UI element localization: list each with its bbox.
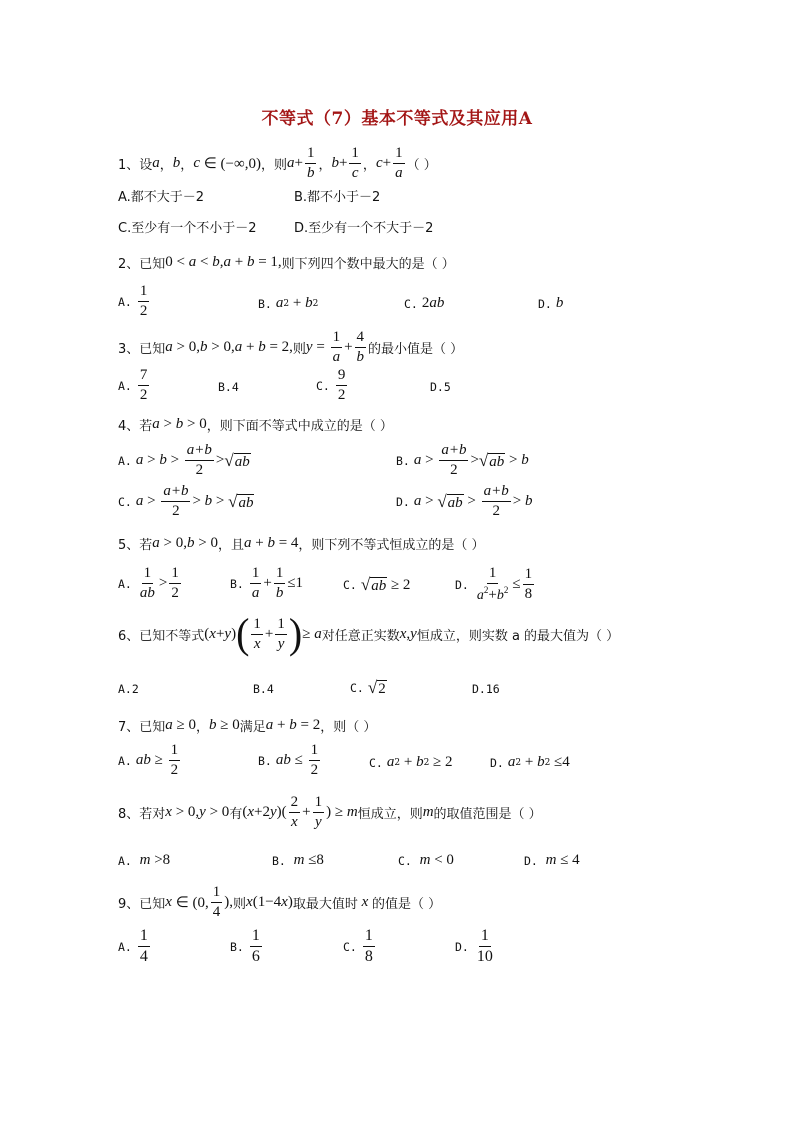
q6-option-c[interactable]: C. √ 2: [350, 678, 386, 697]
q2-option-a[interactable]: A. $\frac{1}{2}$: [118, 283, 148, 319]
q1-option-c[interactable]: C.至少有一个不小于－2: [118, 221, 257, 236]
question-8: 8、若对 x > 0, y > 0 有 ( x +2 y )( $\frac{2}{x}$ + $\frac{1}{y}$ ) ≥ m 恒成立，则 m 的取值范围是（ ）: [118, 794, 542, 830]
q5-option-d[interactable]: D. $\frac{1}{a^2+b^2}$ ≤ $\frac{1}{8}$: [455, 565, 533, 603]
q1-suffix: （ ）: [406, 158, 437, 173]
q6-option-a[interactable]: A.2: [118, 682, 139, 696]
q3-option-b[interactable]: B.4: [218, 380, 239, 394]
q5-option-a[interactable]: A. $\frac{1}{ab}$ > $\frac{1}{2}$: [118, 565, 179, 601]
q7-option-b[interactable]: B. ab ≤ $\frac{1}{2}$: [258, 742, 319, 778]
q1-option-b[interactable]: B.都不小于－2: [294, 190, 381, 205]
q8-option-d[interactable]: D. m ≤ 4: [524, 852, 580, 868]
question-9: 9、已知 x ∈ (0, $\frac{1}{4}$ ), 则 x (1−4 x ) 取最大值时 x 的值是（ ）: [118, 884, 442, 920]
q8-option-c[interactable]: C. m < 0: [398, 852, 454, 868]
question-4: 4、若 a > b > 0 ，则下面不等式中成立的是（ ）: [118, 416, 393, 434]
question-3: 3、已知 a > 0, b > 0, a + b = 2, 则 y = $\frac{1}{a}$ + $\frac{4}{b}$ 的最小值是（ ）: [118, 329, 464, 365]
q9-option-d[interactable]: D. $\frac{1}{10}$: [455, 927, 493, 965]
q9-option-c[interactable]: C. $\frac{1}{8}$: [343, 927, 373, 965]
q2-option-c[interactable]: C. 2 ab: [404, 295, 445, 311]
q5-option-c[interactable]: C. √ ab ≥ 2: [343, 575, 411, 594]
q1-option-a[interactable]: A.都不大于－2: [118, 190, 205, 205]
q8-option-a[interactable]: A. m >8: [118, 852, 171, 868]
q9-option-b[interactable]: B. $\frac{1}{6}$: [230, 927, 260, 965]
q6-option-d[interactable]: D.16: [472, 682, 500, 696]
q2-option-d[interactable]: D. b: [538, 295, 564, 311]
q9-option-a[interactable]: A. $\frac{1}{4}$: [118, 927, 148, 965]
q7-option-c[interactable]: C. a 2 + b 2 ≥ 2: [369, 754, 453, 770]
q1-option-d[interactable]: D.至少有一个不大于－2: [294, 221, 434, 236]
q3-option-a[interactable]: A. $\frac{7}{2}$: [118, 367, 148, 403]
q8-option-b[interactable]: B. m ≤8: [272, 852, 324, 868]
q6-option-b[interactable]: B.4: [253, 682, 274, 696]
q3-option-d[interactable]: D.5: [430, 380, 451, 394]
page-title: 不等式（7）基本不等式及其应用A: [261, 109, 533, 129]
q5-option-b[interactable]: B. $\frac{1}{a}$ + $\frac{1}{b}$ ≤1: [230, 565, 304, 601]
question-7: 7、已知 a ≥ 0 ， b ≥ 0 满足 a + b = 2 ，则（ ）: [118, 717, 377, 735]
question-5: 5、若 a > 0, b > 0 ，且 a + b = 4 ，则下列不等式恒成立的是（ ）: [118, 535, 485, 553]
q4-option-a[interactable]: A. a > b > $\frac{a+b}{2}$ > √ ab: [118, 442, 250, 478]
q7-option-a[interactable]: A. ab ≥ $\frac{1}{2}$: [118, 742, 179, 778]
q4-option-b[interactable]: B. a > $\frac{a+b}{2}$ > √ ab > b: [396, 442, 529, 478]
q3-option-c[interactable]: C. $\frac{9}{2}$: [316, 367, 346, 403]
question-2: 2、已知 0 < a < b , a + b = 1, 则下列四个数中最大的是（ ）: [118, 254, 455, 272]
q4-option-c[interactable]: C. a > $\frac{a+b}{2}$ > b > √ ab: [118, 483, 254, 519]
q2-option-b[interactable]: B. a 2 + b 2: [258, 295, 319, 311]
question-6: 6、已知不等式 ( x + y ) ( $\frac{1}{x}$ + $\frac{1}{y}$ ) ≥ a 对任意正实数 x , y 恒成立，则实数 a 的最大值为（ ）: [118, 609, 620, 658]
question-1: 1、设 a ， b ， c ∈ (−∞,0) ，则 a + $\frac{1}{b}$ ， b + $\frac{1}{c}$ ， c + $\frac{1}{a}$ （ ）: [118, 145, 437, 181]
q1-then: ，则: [260, 158, 287, 173]
q7-option-d[interactable]: D. a 2 + b 2 ≤4: [490, 754, 570, 770]
q1-lead: 1、设: [118, 158, 153, 173]
q4-option-d[interactable]: D. a > √ ab > $\frac{a+b}{2}$ > b: [396, 483, 533, 519]
